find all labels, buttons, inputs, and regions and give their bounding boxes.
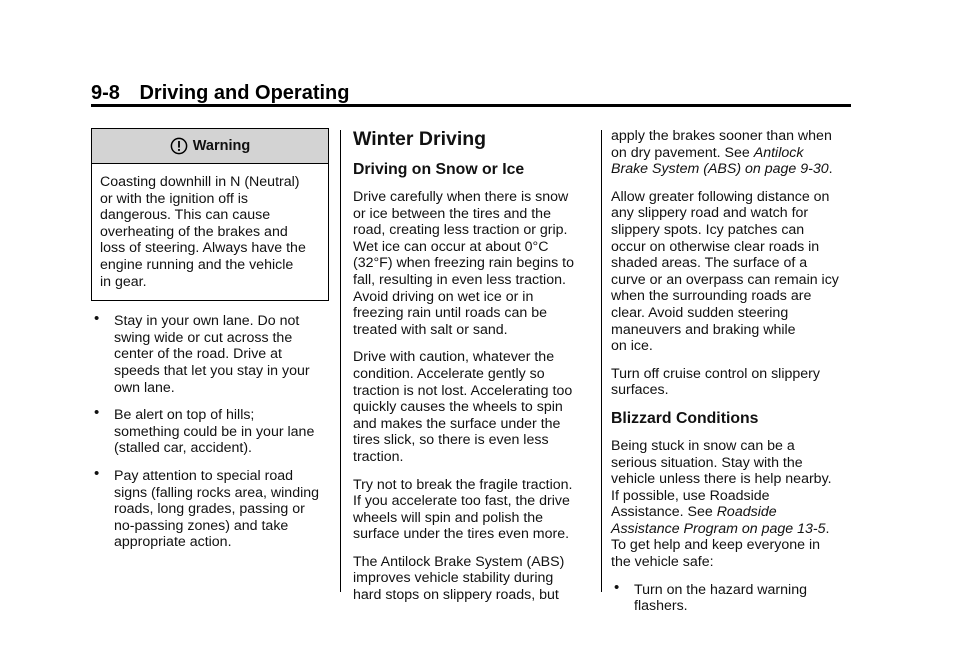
warning-text	[92, 164, 328, 300]
line: traction.	[353, 448, 404, 465]
page-header	[91, 82, 851, 104]
column-right	[611, 128, 856, 626]
bullet-list	[611, 578, 856, 615]
line: hard stops on slippery roads, but	[353, 587, 559, 604]
cross-reference-link[interactable]: Antilock	[753, 144, 804, 161]
column-divider	[340, 130, 341, 592]
line: maneuvers and braking while	[611, 321, 796, 338]
section-title: Driving and Operating	[139, 82, 350, 104]
line: curve or an overpass can remain icy	[611, 271, 839, 288]
cross-reference-link[interactable]: Roadside	[716, 504, 777, 521]
column-divider	[601, 130, 602, 592]
bullet-icon: •	[94, 404, 100, 422]
line: swing wide or cut across the	[114, 329, 293, 346]
punctuation: .	[828, 161, 833, 178]
line: slippery spots. Icy patches can	[611, 221, 805, 238]
line: and makes the surface under the	[353, 415, 561, 432]
line: roads, long grades, passing or	[114, 501, 305, 518]
line: Turn on the hazard warning	[634, 581, 807, 598]
line: improves vehicle stability during	[353, 570, 554, 587]
line: freezing rain until roads can be	[353, 305, 548, 322]
paragraph	[611, 438, 856, 571]
cross-reference-link[interactable]: Brake System (ABS) on page 9-30	[611, 161, 829, 178]
line: (32°F) when freezing rain begins to	[353, 255, 574, 272]
bullet-icon: •	[94, 310, 100, 328]
line: Stay in your own lane. Do not	[114, 313, 300, 330]
header-rule	[91, 104, 851, 107]
line: Drive carefully when there is snow	[353, 189, 569, 205]
paragraph	[353, 189, 593, 338]
line: traction is not lost. Accelerating too	[353, 382, 573, 399]
line: Being stuck in snow can be a	[611, 437, 795, 454]
heading-winter-driving: Winter Driving	[353, 128, 487, 150]
line: Be alert on top of hills;	[114, 407, 255, 424]
line: something could be in your lane	[114, 423, 315, 440]
bullet-icon: •	[94, 464, 100, 482]
warning-box	[91, 128, 329, 301]
column-left	[91, 128, 329, 562]
line: Drive with caution, whatever the	[353, 349, 555, 366]
line: appropriate action.	[114, 534, 232, 551]
paragraph	[611, 366, 856, 399]
line: tires slick, so there is even less	[353, 432, 549, 449]
paragraph	[353, 477, 593, 543]
heading-snow-ice: Driving on Snow or Ice	[353, 161, 525, 178]
line: center of the road. Drive at	[114, 346, 282, 363]
list-item	[611, 578, 856, 615]
line: road, creating less traction or grip.	[353, 222, 568, 239]
line: vehicle unless there is help nearby.	[611, 471, 832, 488]
line: Turn off cruise control on slippery	[611, 365, 820, 382]
line: Allow greater following distance on	[611, 188, 830, 205]
column-middle	[353, 128, 593, 615]
line: Try not to break the fragile traction.	[353, 476, 573, 493]
line: surfaces.	[611, 382, 669, 399]
line: (stalled car, accident).	[114, 440, 252, 457]
line: shaded areas. The surface of a	[611, 255, 808, 272]
list-item	[91, 404, 329, 457]
warning-line: dangerous. This can cause	[100, 207, 271, 224]
punctuation: .	[825, 520, 830, 537]
line: occur on otherwise clear roads in	[611, 238, 820, 255]
line: apply the brakes sooner than when	[611, 128, 832, 144]
line: If possible, use Roadside	[611, 487, 770, 504]
line: surface under the tires even more.	[353, 526, 570, 543]
paragraph	[611, 128, 856, 178]
line: speeds that let you stay in your	[114, 362, 310, 379]
line: Assistance. See	[611, 504, 717, 521]
paragraph	[353, 349, 593, 465]
line: the vehicle safe:	[611, 554, 714, 571]
line: Wet ice can occur at about 0°C	[353, 238, 549, 255]
line: fall, resulting in even less traction.	[353, 271, 566, 288]
warning-line: loss of steering. Always have the	[100, 240, 306, 257]
line: signs (falling rocks area, winding	[114, 484, 320, 501]
warning-icon	[170, 137, 188, 155]
line: Avoid driving on wet ice or in	[353, 288, 534, 305]
line: no-passing zones) and take	[114, 517, 289, 534]
line: on ice.	[611, 338, 653, 355]
line: condition. Accelerate gently so	[353, 365, 545, 382]
warning-heading: Warning	[192, 137, 251, 154]
page-number: 9-8	[91, 82, 120, 104]
line: If you accelerate too fast, the drive	[353, 493, 570, 510]
paragraph	[611, 189, 856, 355]
bullet-list	[91, 310, 329, 551]
list-item	[91, 464, 329, 551]
line: The Antilock Brake System (ABS)	[353, 553, 565, 570]
warning-line: Coasting downhill in N (Neutral)	[100, 174, 300, 190]
paragraph	[353, 554, 593, 604]
warning-line: or with the ignition off is	[100, 190, 248, 207]
line: flashers.	[634, 598, 688, 615]
line: own lane.	[114, 379, 175, 396]
list-item	[91, 310, 329, 396]
line: clear. Avoid sudden steering	[611, 304, 789, 321]
heading-blizzard: Blizzard Conditions	[611, 409, 759, 427]
line: wheels will spin and polish the	[353, 509, 544, 526]
line: serious situation. Stay with the	[611, 454, 803, 471]
line: quickly causes the wheels to spin	[353, 399, 563, 416]
line: or ice between the tires and the	[353, 205, 551, 222]
bullet-icon: •	[614, 578, 620, 596]
cross-reference-link[interactable]: Assistance Program on page 13-5	[611, 520, 826, 537]
warning-line: overheating of the brakes and	[100, 223, 288, 240]
line: any slippery road and watch for	[611, 205, 809, 222]
line: treated with salt or sand.	[353, 321, 508, 338]
warning-line: engine running and the vehicle	[100, 256, 294, 273]
line: on dry pavement. See	[611, 144, 754, 161]
line: To get help and keep everyone in	[611, 537, 821, 554]
line: when the surrounding roads are	[611, 288, 812, 305]
warning-line: in gear.	[100, 273, 147, 290]
line: Pay attention to special road	[114, 467, 294, 484]
warning-header	[92, 129, 328, 164]
